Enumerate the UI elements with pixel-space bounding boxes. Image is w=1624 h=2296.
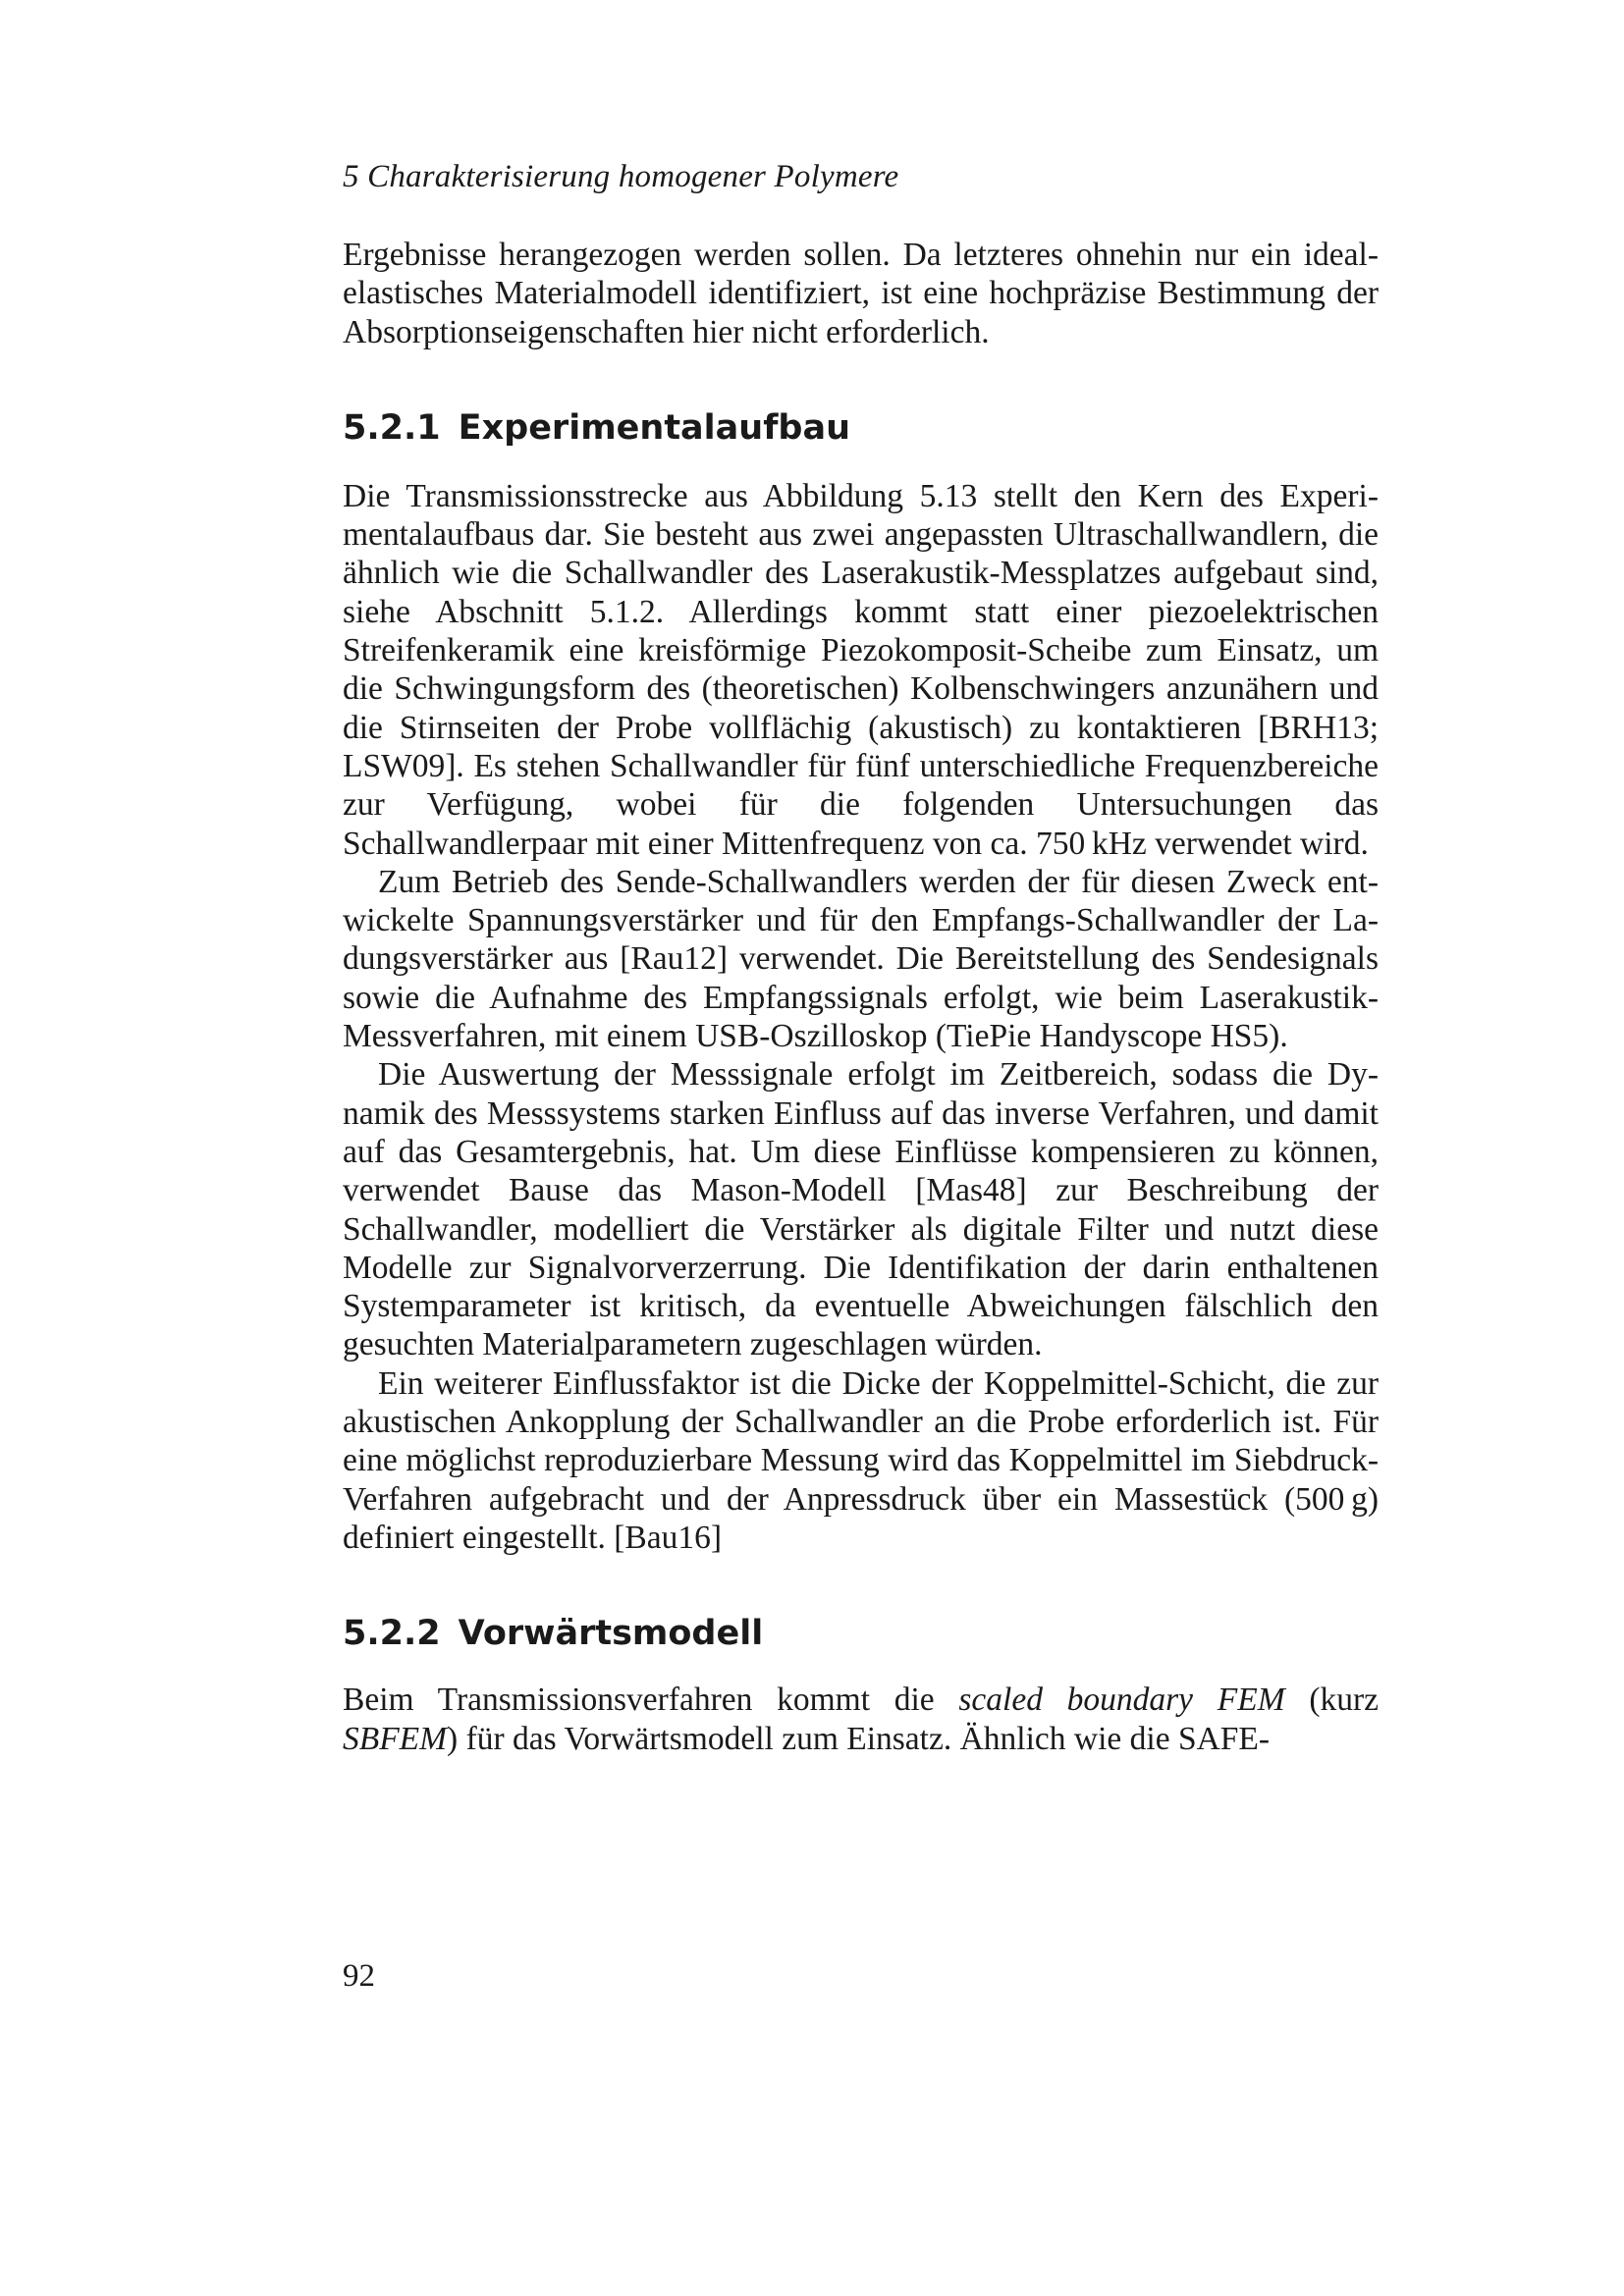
- section-title: Vorwärtsmodell: [458, 1614, 764, 1654]
- paragraph-sbfem: [343, 1681, 1379, 1758]
- intro-paragraph: Ergebnisse herangezogen werden sollen. Da letzteres ohnehin nur ein idealelastisches Materialmodell identifiziert, ist eine hochpräzise Bestimmung der Absorptionseigenschaften hier nicht erforderlich.: [343, 237, 1379, 350]
- running-head: 5 Charakterisierung homogener Polymere: [343, 159, 899, 194]
- emphasis-term: scaled boundary FEM: [958, 1682, 1285, 1719]
- section-title: Experimentalaufbau: [458, 407, 851, 448]
- section-heading-experimentalaufbau: [343, 406, 1379, 450]
- section-number: 5.2.2: [343, 1614, 441, 1654]
- paragraph-text: (kurz: [1284, 1682, 1379, 1719]
- paragraph-text: Beim Transmissionsverfahren kommt die: [343, 1682, 959, 1719]
- paragraph-text: ) für das Vorwärtsmodell zum Einsatz. Ähnlich wie die SAFE-: [447, 1720, 1271, 1757]
- paragraph-einflussfaktor: Ein weiterer Einflussfaktor ist die Dicke der Koppelmittel-Schicht, die zur akustischen Ankopplung der Schallwandler an die Probe erforderlich ist. Für eine möglichst reproduzierbare Messung wird das Koppelmittel im Siebdruck-Verfahren aufgebracht und der Anpressdruck über ein Massestück (500 g) definiert eingestellt. [Bau16]: [343, 1364, 1379, 1556]
- emphasis-abbreviation: SBFEM: [343, 1720, 448, 1757]
- paragraph-betrieb: Zum Betrieb des Sende-Schallwandlers werden der für diesen Zweck entwickelte Spannungsverstärker und für den Empfangs-Schallwandler der Ladungsverstärker aus [Rau12] verwendet. Die Bereitstellung des Sendesignals sowie die Aufnahme des Empfangssignals erfolgt, wie beim Laserakustik-Messverfahren, mit einem USB-Oszilloskop (TiePie Handyscope HS5).: [343, 863, 1379, 1055]
- paragraph-transmissionsstrecke: Die Transmissionsstrecke aus Abbildung 5.13 stellt den Kern des Experimentalaufbaus dar. Sie besteht aus zwei angepassten Ultraschallwandlern, die ähnlich wie die Schallwandler des Laserakustik-Messplatzes aufgebaut sind, siehe Abschnitt 5.1.2. Allerdings kommt statt einer piezoelektrischen Streifenkeramik eine kreisförmige Piezokomposit-Scheibe zum Einsatz, um die Schwingungsform des (theoretischen) Kolbenschwingers anzunähern und die Stirnseiten der Probe vollflächig (akustisch) zu kontaktieren [BRH13; LSW09]. Es stehen Schallwandler für fünf unterschiedliche Frequenzbereiche zur Verfügung, wobei für die folgenden Untersuchungen das Schallwandlerpaar mit einer Mittenfrequenz von ca. 750 kHz verwendet wird.: [343, 477, 1379, 862]
- section-number: 5.2.1: [343, 407, 441, 448]
- section-heading-vorwaertsmodell: [343, 1612, 1379, 1655]
- paragraph-auswertung: Die Auswertung der Messsignale erfolgt im Zeitbereich, sodass die Dynamik des Messsystems starken Einfluss auf das inverse Verfahren, und damit auf das Gesamtergebnis, hat. Um diese Einflüsse kompensieren zu können, verwendet Bause das Mason-Modell [Mas48] zur Beschreibung der Schallwandler, modelliert die Verstärker als digitale Filter und nutzt diese Modelle zur Signalvorverzerrung. Die Identifikation der darin enthaltenen Systemparameter ist kritisch, da eventuelle Abweichungen fälschlich den gesuchten Materialparametern zugeschlagen würden.: [343, 1056, 1379, 1363]
- page-number: 92: [343, 1958, 375, 1994]
- page-content: [343, 157, 1379, 1758]
